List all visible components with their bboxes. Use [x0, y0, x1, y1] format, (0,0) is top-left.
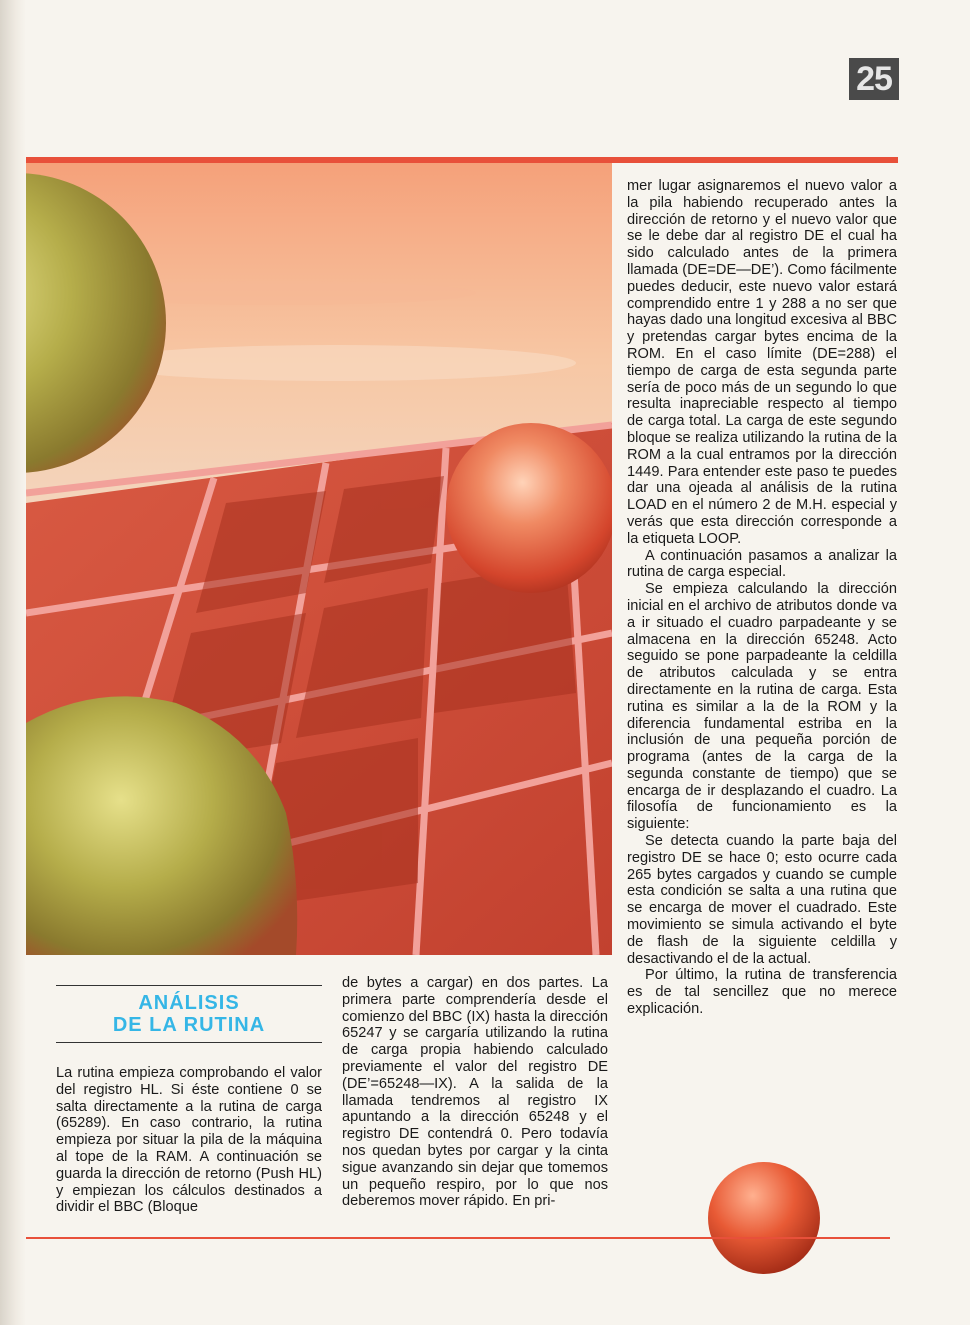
spheres-grid-illustration: [26, 163, 612, 955]
section-title-line1: ANÁLISIS: [138, 992, 240, 1014]
paragraph: mer lugar asignaremos el nuevo valor a la pila habiendo recuperado antes la dirección de retorno y el nuevo valor que se le debe dar al registro DE el cual ha sido calculado antes de la primera llamada (DE=DE—DE’). Como fácilmente puedes deducir, este nuevo valor estará comprendido entre 1 y 288 a no ser que hayas dado una longitud excesiva al BBC y pretendas cargar bytes encima de la ROM. En el caso límite (DE=288) el tiempo de carga de esta segunda parte sería de poco más de un segundo lo que resulta inapreciable respecto al tiempo de carga total. La carga de este segundo bloque se realiza utilizando la rutina de la ROM a la cual entramos por la dirección 1449. Para entender este paso te puedes dar una ojeada al análisis de la rutina LOAD en el número 2 de M.H. especial y verás que esta dirección corresponde a la etiqueta LOOP.: [627, 178, 897, 547]
paragraph: A continuación pasamos a analizar la rutina de carga especial.: [627, 547, 897, 581]
page-number-badge: 25: [849, 58, 899, 100]
paragraph: Se detecta cuando la parte baja del registro DE se hace 0; esto ocurre cada 265 bytes cargados y cuando se cumple esta condición se salta a una rutina que se encarga de mover el cuadrado. Este movimiento se simula activando el byte de flash de la siguiente celdilla y desactivando el de la actual.: [627, 833, 897, 967]
text-column-1: [56, 1065, 322, 1216]
paragraph: La rutina empieza comprobando el valor del registro HL. Si éste contiene 0 se salta directamente a la rutina de carga (65289). En caso contrario, la rutina empieza por situar la pila de la máquina al tope de la RAM. A continuación se guarda la dirección de retorno (Push HL) y empiezan los cálculos destinados a dividir el BBC (Bloque: [56, 1065, 322, 1216]
section-title-line2: DE LA RUTINA: [112, 1014, 266, 1036]
illustration: [26, 163, 612, 955]
decorative-sphere: [706, 1160, 822, 1276]
section-heading: [56, 985, 322, 1043]
paragraph: Se empieza calculando la dirección inicial en el archivo de atributos donde va a ir situado el cuadro parpadeante y se almacena en la dirección 65248. Acto seguido se pone parpadeante la celdilla de atributos calculada y se entra directamente en la rutina de carga. Esta rutina es similar a la de la ROM y la diferencia fundamental estriba en la inclusión de una pequeña porción de programa (antes de la carga de la segunda constante de tiempo) que se encarga de ir desplazando el cuadro. La filosofía de funcionamiento es la siguiente:: [627, 581, 897, 833]
heading-rule-bottom: [56, 1042, 322, 1043]
paragraph: de bytes a cargar) en dos partes. La primera parte comprendería desde el comienzo del BBC (IX) hasta la dirección 65247 y se cargaría utilizando la rutina de carga propia habiendo calculado previamente el valor del registro DE (DE’=65248—IX). A la salida de la llamada tendremos al registro IX apuntando a la dirección 65248 y el registro DE contendrá 0. Pero todavía nos quedan bytes por cargar y la cinta sigue avanzando sin dejar que tomemos un pequeño respiro, por lo que nos deberemos mover rápido. En pri-: [342, 975, 608, 1210]
text-column-2: [342, 975, 608, 1210]
section-title: [56, 986, 322, 1042]
book-gutter: [0, 0, 26, 1325]
bottom-accent-rule: [26, 1237, 890, 1239]
paragraph: Por último, la rutina de transferencia es de tal sencillez que no merece explicación.: [627, 967, 897, 1018]
text-column-3: [627, 178, 897, 1018]
